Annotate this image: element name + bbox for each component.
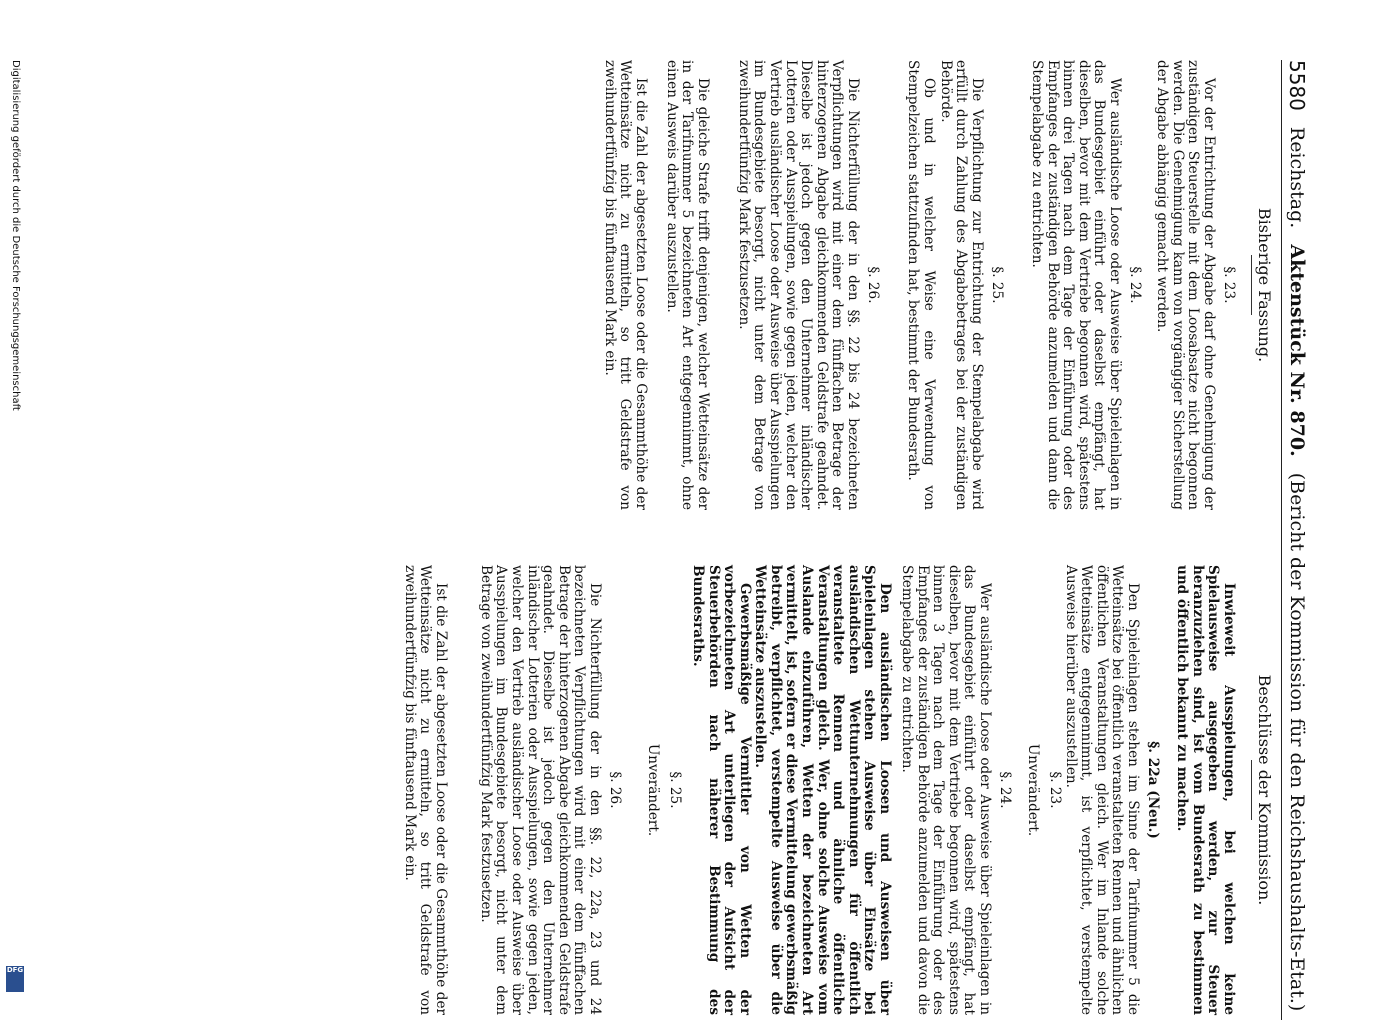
- paragraph-left-2: Wer ausländische Loose oder Ausweise über Spieleinlagen in das Bundesgebiet einführt oder daselbst empfängt, hat dieselben, bevor mit dem Vertriebe begonnen wird, spätestens binnen drei Tagen nach dem Tage der Einführung oder des Empfanges der zuständigen Behörde anzumelden und dann die Stempelabgabe zu entrichten.: [1029, 60, 1123, 510]
- section-23-right: §. 23.: [1047, 771, 1063, 809]
- column-previous-version: [601, 60, 1274, 510]
- section-24-right: §. 24.: [997, 771, 1013, 809]
- paragraph-right-1: Inwieweit Ausspielungen, bei welchen keine Spielausweise ausgegeben werden, zur Steuer heranzuziehen sind, ist vom Bundesrath zu bestimmen und öffentlich bekannt zu machen.: [1174, 565, 1237, 1015]
- unchanged-right-1: Unverändert.: [1025, 743, 1041, 837]
- column-title-left: Bisherige Fassung.: [1255, 207, 1274, 363]
- section-23-left: §. 23.: [1221, 266, 1237, 304]
- page-header: [1281, 60, 1312, 1020]
- paragraph-right-6: Die Nichterfüllung der in den §§. 22, 22a, 23 und 24 bezeichneten Verpflichtungen wird mit einer dem fünffachen Betrage der hinterzogenen Abgabe gleichkommenden Geldstrafe geahndet. Dieselbe ist jedoch gegen den Unternehmer inländischer Lotterien oder Ausspielungen, sowie gegen jeden, welcher den Vertrieb ausländischer Loose oder Ausweise über Ausspielungen im Bundesgebiete besorgt, nicht unter dem Betrage von zweihundertfünfzig Mark festzusetzen.: [477, 565, 603, 1015]
- title-rule-right: [1251, 760, 1252, 820]
- section-26-left: §. 26.: [865, 266, 881, 304]
- page-number: 5580: [1285, 60, 1309, 111]
- title-rule-left: [1251, 255, 1252, 315]
- paragraph-left-6: Die gleiche Strafe trifft denjenigen, welcher Wetteinsätze der in der Tarifnummer 5 bezeichneten Art entgegennimmt, ohne einen Ausweis darüber auszustellen.: [663, 60, 711, 510]
- header-source: Reichstag.: [1286, 126, 1308, 229]
- paragraph-right-2: Den Spieleinlagen stehen im Sinne der Tarifnummer 5 die Wetteinsätze bei öffentlich veranstalteten Rennen und ähnlichen öffentlichen Veranstaltungen gleich. Wer im Inlande solche Wetteinsätze entgegennimmt, ist verpflichtet, verstempelte Ausweise hierüber auszustellen.: [1062, 565, 1141, 1015]
- paragraph-left-1: Vor der Entrichtung der Abgabe darf ohne Genehmigung der zuständigen Steuerstelle mit dem Loosabsatze nicht begonnen werden. Die Genehmigung kann von vorgängiger Sicherstellung der Abgabe abhängig gemacht werden.: [1154, 60, 1217, 510]
- section-24-left: §. 24.: [1127, 266, 1143, 304]
- unchanged-right-2: Unverändert.: [645, 743, 661, 837]
- section-22a-right: §. 22a (Neu.): [1145, 741, 1161, 839]
- paragraph-right-5: Gewerbsmäßige Vermittler von Wetten der vorbezeichneten Art unterliegen der Aufsicht der Steuerbehörden nach näherer Bestimmung des Bundesraths.: [690, 565, 753, 1015]
- section-25-left: §. 25.: [989, 266, 1005, 304]
- column-commission-resolutions: [401, 565, 1274, 1015]
- paragraph-right-3: Wer ausländische Loose oder Ausweise über Spieleinlagen in das Bundesgebiet einführt oder daselbst empfängt, hat dieselben, bevor mit dem Vertriebe begonnen wird, spätestens binnen 3 Tagen nach dem Tage der Einführung oder des Empfanges der zuständigen Behörde anzumelden und davon die Stempelabgabe zu entrichten.: [899, 565, 993, 1015]
- paragraph-right-7: Ist die Zahl der abgesetzten Loose oder die Gesammthöhe der Wetteinsätze nicht zu ermitteln, so tritt Geldstrafe von zweihundertfünfzig bis fünftausend Mark ein.: [401, 565, 449, 1015]
- digitization-note-text: Digitalisierung gefördert durch die Deutsche Forschungsgemeinschaft: [10, 60, 21, 411]
- paragraph-left-4: Ob und in welcher Weise eine Verwendung von Stempelzeichen stattzufinden hat, bestimmt der Bundesrath.: [905, 60, 937, 510]
- section-26-right: §. 26.: [607, 771, 623, 809]
- paragraph-left-7: Ist die Zahl der abgesetzten Loose oder die Gesammthöhe der Wetteinsätze nicht zu ermitteln, so tritt Geldstrafe von zweihundertfünfzig bis fünftausend Mark ein.: [601, 60, 649, 510]
- paragraph-left-3: Die Verpflichtung zur Entrichtung der Stempelabgabe wird erfüllt durch Zahlung des Abgabebetrages bei der zuständigen Behörde.: [937, 60, 985, 510]
- dfg-logo-text: DFG: [6, 966, 24, 974]
- paragraph-right-4: Den ausländischen Loosen und Ausweisen über Spieleinlagen stehen Ausweise über Einsätze bei ausländischen Wettunternehmungen für öffentlich veranstaltete Rennen und ähnliche öffentliche Veranstaltungen gleich. Wer, ohne solche Ausweise vom Auslande einzuführen, Wetten der bezeichneten Art vermittelt, ist, sofern er diese Vermittelung gewerbsmäßig betreibt, verpflichtet, verstempelte Ausweise über die Wetteinsätze auszustellen.: [752, 565, 893, 1015]
- header-report: (Bericht der Kommission für den Reichshaushalts-Etat.): [1286, 472, 1308, 1012]
- section-25-right: §. 25.: [667, 771, 683, 809]
- column-title-right: Beschlüsse der Kommission.: [1255, 674, 1274, 906]
- digitization-note: [8, 60, 22, 995]
- paragraph-left-5: Die Nichterfüllung der in den §§. 22 bis 24 bezeichneten Verpflichtungen wird mit einer dem fünffachen Betrage der hinterzogenen Abgabe gleichkommenden Geldstrafe geahndet. Dieselbe ist jedoch gegen den Unternehmer inländischer Lotterien oder Ausspielungen, sowie gegen jeden, welcher den Vertrieb ausländischer Loose oder Ausweise über Ausspielungen im Bundesgebiete besorgt, nicht unter dem Betrage von zweihundertfünfzig Mark festzusetzen.: [735, 60, 861, 510]
- rotated-page: [82, 60, 1312, 1020]
- dfg-logo: [6, 966, 24, 992]
- header-file: Aktenstück Nr. 870.: [1286, 244, 1308, 457]
